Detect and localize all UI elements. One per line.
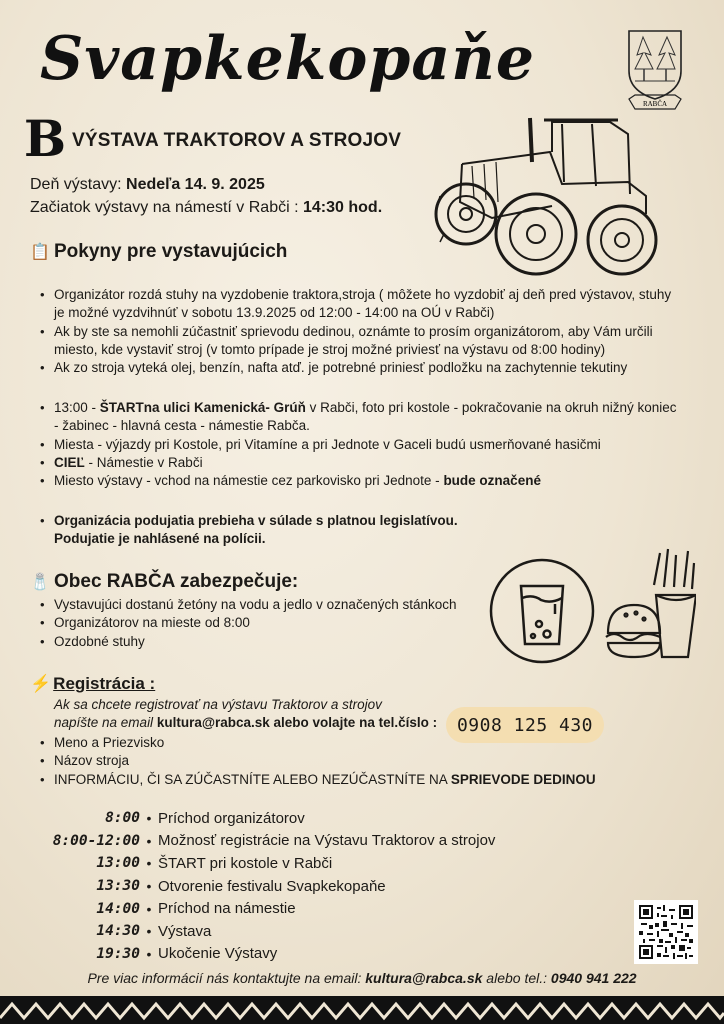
list-item-route: • 13:00 - ŠTARTna ulici Kamenická- Grúň v Rabči, foto pri kostole - pokračovanie na okruh nižný koniec - žabinec - hlavná cesta - námestie Rabča.	[38, 399, 678, 436]
registration-heading	[30, 674, 155, 694]
lightning-icon: ⚡	[30, 674, 52, 693]
list-item-goal: • CIEĽ - Námestie v Rabči	[38, 454, 678, 472]
list-item-firefighters: • Miesta - výjazdy pri Kostole, pri Vitamíne a pri Jednote v Gaceli budú usmerňované hasičmi	[38, 436, 678, 454]
instructions-list-2	[38, 399, 678, 490]
instructions-list-1	[38, 286, 678, 377]
schedule	[40, 807, 560, 965]
crest-label: RABČA	[642, 100, 668, 108]
list-item-place: • Miesto výstavy - vchod na námestie cez parkovisko pri Jednote - bude označené	[38, 472, 678, 490]
decorative-border	[0, 996, 724, 1024]
list-item-info: • INFORMÁCIU, ČI SA ZÚČASTNÍTE ALEBO NEZÚČASTNÍTE NA SPRIEVODE DEDINOU	[38, 771, 678, 789]
provides-list	[38, 596, 488, 651]
expo-start-line	[30, 198, 382, 218]
expo-day-line	[30, 175, 265, 195]
burger-fries-icon	[604, 545, 696, 663]
list-item: • Ozdobné stuhy	[38, 633, 488, 651]
event-title: Svapkekopaňe	[40, 24, 535, 94]
list-item: • Ak zo stroja vyteká olej, benzín, nafta atď. je potrebné priniesť podložku na zachytennie tekutiny	[38, 359, 678, 377]
registration-line-2: napíšte na email kultura@rabca.sk alebo volajte na tel.číslo :	[54, 715, 438, 730]
drink-glass-icon	[489, 558, 595, 664]
schedule-row: 8:00-12:00 • Možnosť registrácie na Výstavu Traktorov a strojov	[52, 832, 496, 850]
list-item: • Ak by ste sa nemohli zúčastniť sprievodu dedinou, oznámte to prosím organizátorom, aby Vám určili miesto, kde vystaviť stroj (v tomto prípade je stroj možné priviesť na výstavu od 8:00 hodiny)	[38, 323, 678, 360]
footer-email[interactable]: kultura@rabca.sk	[365, 970, 483, 986]
registration-list	[38, 734, 678, 789]
list-item: • Meno a Priezvisko	[38, 734, 678, 752]
footer-phone[interactable]: 0940 941 222	[550, 970, 637, 986]
list-item: • Organizátorov na mieste od 8:00	[38, 614, 488, 632]
schedule-row: 19:30 • Ukočenie Výstavy	[96, 945, 278, 963]
big-letter-b: B	[23, 109, 67, 168]
instructions-heading-text: Pokyny pre vystavujúcich	[54, 241, 288, 262]
list-item: • Vystavujúci dostanú žetóny na vodu a jedlo v označených stánkoch	[38, 596, 488, 614]
coat-of-arms-icon	[623, 25, 687, 111]
list-item: • Názov stroja	[38, 752, 678, 770]
day-label: Deň výstavy:	[30, 176, 122, 193]
schedule-row: 14:30 • Výstava	[96, 922, 212, 940]
registration-line-1: Ak sa chcete registrovať na výstavu Traktorov a strojov	[54, 697, 382, 712]
legal-note	[38, 512, 638, 549]
clipboard-icon: 📋	[30, 244, 50, 261]
list-item: • Organizátor rozdá stuhy na vyzdobenie traktora,stroja ( môžete ho vyzdobiť aj deň pred výstavov, stuhy je možné vyzdvihnúť v sobotu 13.9.2025 od 12:00 - 14:00 na OÚ v Rabči)	[38, 286, 678, 323]
schedule-row: 8:00 • Príchod organizátorov	[105, 809, 305, 827]
start-label: Začiatok výstavy na námestí v Rabči :	[30, 199, 299, 216]
registration-heading-text: Registrácia :	[53, 674, 156, 693]
day-value: Nedeľa 14. 9. 2025	[126, 176, 265, 193]
footer-contact: Pre viac informácií nás kontaktujte na email: kultura@rabca.sk alebo tel.: 0940 941 222	[87, 970, 637, 986]
instructions-heading	[30, 241, 287, 263]
expo-heading: VÝSTAVA TRAKTOROV A STROJOV	[72, 130, 402, 151]
provides-heading	[30, 571, 298, 593]
registration-phone[interactable]: 0908 125 430	[446, 707, 604, 743]
tractor-illustration	[432, 102, 662, 280]
salt-shaker-icon: 🧂	[30, 574, 50, 591]
list-item-legal: • Organizácia podujatia prebieha v súlade s platnou legislatívou. Podujatie je nahlásené na polícii.	[38, 512, 638, 549]
schedule-row: 13:30 • Otvorenie festivalu Svapkekopaňe	[96, 877, 386, 895]
schedule-row: 13:00 • ŠTART pri kostole v Rabči	[96, 854, 333, 872]
qr-code[interactable]	[634, 900, 698, 964]
start-value: 14:30 hod.	[303, 199, 383, 216]
schedule-row: 14:00 • Príchod na námestie	[96, 900, 296, 918]
provides-heading-text: Obec RABČA zabezpečuje:	[54, 571, 299, 592]
